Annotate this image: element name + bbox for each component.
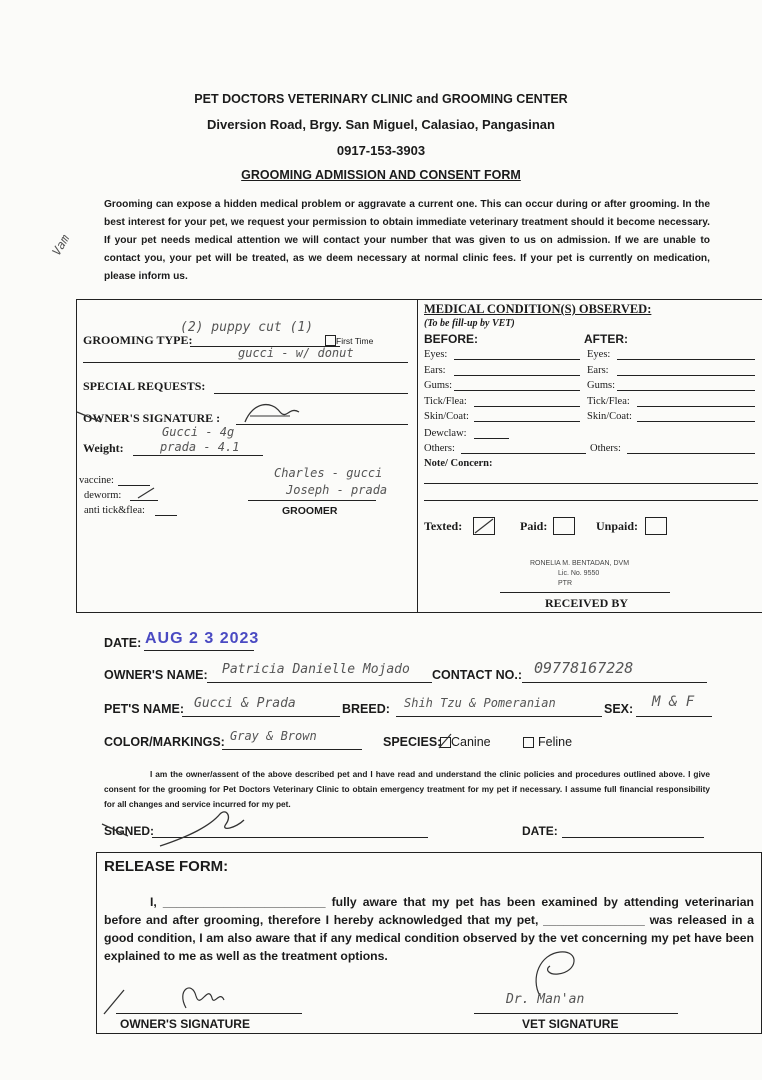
contact-label: CONTACT NO.: — [432, 668, 523, 682]
grooming-type-label: GROOMING TYPE: — [83, 333, 193, 347]
vet-signature-field[interactable] — [474, 1013, 678, 1014]
medical-field-line-before[interactable] — [454, 375, 580, 376]
others-before-label: Others: — [424, 443, 455, 454]
sex-value: M & F — [652, 694, 695, 710]
groomer-2: Joseph - prada — [286, 483, 388, 497]
texted-checkbox[interactable] — [473, 517, 495, 535]
medical-field-label-after: Eyes: — [587, 349, 611, 360]
medical-field-label-before: Ears: — [424, 364, 446, 376]
feline-checkbox[interactable] — [523, 737, 534, 748]
before-label: BEFORE: — [424, 332, 478, 346]
species-label: SPECIES: — [383, 735, 442, 749]
owner-name-label: OWNER'S NAME: — [104, 668, 208, 682]
others-after-field[interactable] — [627, 453, 755, 454]
groomer-1: Charles - gucci — [274, 466, 383, 480]
others-before-field[interactable] — [461, 453, 586, 454]
medical-field-line-after[interactable] — [617, 375, 755, 376]
vet-stamp-ptr: PTR — [558, 580, 572, 587]
weight-prada: prada - 4.1 — [160, 440, 240, 454]
pet-name-value: Gucci & Prada — [194, 696, 296, 711]
medical-field-line-before[interactable] — [454, 359, 580, 360]
vet-signature-value: Dr. Man'an — [506, 992, 585, 1007]
breed-value: Shih Tzu & Pomeranian — [404, 696, 556, 710]
vet-signature-label: VET SIGNATURE — [522, 1017, 619, 1031]
medical-field-line-after[interactable] — [617, 390, 755, 391]
clinic-phone: 0917-153-3903 — [336, 143, 426, 158]
note-concern-label: Note/ Concern: — [424, 458, 493, 469]
special-requests-label: SPECIAL REQUESTS: — [83, 379, 206, 393]
clinic-address: Diversion Road, Brgy. San Miguel, Calasiao, Pangasinan — [207, 117, 555, 132]
medical-subtitle: (To be fill-up by VET) — [424, 318, 515, 329]
after-label: AFTER: — [584, 332, 628, 346]
unpaid-label: Unpaid: — [596, 519, 639, 533]
anti-tick-flea-label: anti tick&flea: — [84, 505, 145, 516]
texted-label: Texted: — [424, 519, 463, 533]
special-requests-field[interactable] — [214, 393, 408, 394]
medical-field-label-before: Skin/Coat: — [424, 411, 469, 422]
owner-release-signature — [100, 980, 240, 1020]
weight-label: Weight: — [83, 441, 124, 455]
consent-paragraph: I am the owner/assent of the above described pet and I have read and understand the clinic policies and procedures outlined above. I give consent for the grooming for Pet Doctors Veterinary Clinic to obtain emergency treatment for my pet if necessary. I assume full financial responsibility for all changes and service incurred for my pet. — [104, 769, 710, 809]
vet-stamp-lic: Lic. No. 9550 — [558, 570, 600, 577]
canine-label: Canine — [451, 735, 491, 749]
grooming-type-value: (2) puppy cut (1) — [180, 320, 314, 335]
column-divider — [417, 299, 418, 612]
medical-field-line-before[interactable] — [454, 390, 580, 391]
deworm-check-mark — [136, 486, 156, 500]
paid-checkbox[interactable] — [553, 517, 575, 535]
medical-field-label-after: Gums: — [587, 380, 616, 391]
color-markings-value: Gray & Brown — [230, 729, 317, 743]
owner-name-value: Patricia Danielle Mojado — [222, 662, 410, 677]
grooming-type-value-2: gucci - w/ donut — [238, 346, 354, 360]
medical-title: MEDICAL CONDITION(S) OBSERVED: — [424, 302, 652, 316]
medical-field-label-after: Tick/Flea: — [587, 395, 630, 407]
form-title: GROOMING ADMISSION AND CONSENT FORM — [241, 168, 521, 182]
breed-label: BREED: — [342, 702, 390, 716]
others-after-label: Others: — [590, 443, 621, 454]
medical-field-line-after[interactable] — [637, 406, 755, 407]
unpaid-checkbox[interactable] — [645, 517, 667, 535]
medical-field-label-after: Ears: — [587, 364, 609, 376]
paid-label: Paid: — [520, 519, 548, 533]
medical-field-line-after[interactable] — [617, 359, 755, 360]
deworm-label: deworm: — [84, 490, 122, 501]
first-time-checkbox[interactable] — [325, 335, 336, 346]
intro-paragraph: Grooming can expose a hidden medical problem or aggravate a current one. This can occur during or after grooming. In the best interest for your pet, we request your permission to obtain immediate veterinary treatment should it become necessary. If your pet needs medical attention we will contact your number that was given to us on admission. If we are unable to contact you, your pet will be treated, as we deem necessary at normal clinic fees. If your pet is currently on medication, please inform us. — [104, 199, 710, 282]
release-title: RELEASE FORM: — [104, 858, 229, 875]
contact-value: 09778167228 — [534, 659, 634, 677]
margin-note: Vam — [49, 232, 73, 258]
medical-field-label-after: Skin/Coat: — [587, 411, 632, 422]
pet-name-label: PET'S NAME: — [104, 702, 185, 716]
sex-label: SEX: — [604, 702, 634, 716]
groomer-label: GROOMER — [282, 505, 338, 517]
medical-field-label-before: Eyes: — [424, 349, 448, 360]
dewclaw-label: Dewclaw: — [424, 428, 467, 439]
note-line-1[interactable] — [424, 483, 758, 484]
signed-label: SIGNED: — [104, 824, 155, 838]
medical-field-line-before[interactable] — [474, 406, 580, 407]
first-time-label: First Time — [336, 336, 374, 346]
feline-label: Feline — [538, 735, 573, 749]
clinic-name: PET DOCTORS VETERINARY CLINIC and GROOMING CENTER — [194, 92, 568, 106]
release-paragraph: I, ________________________ fully aware that my pet has been examined by attending veterinarian before and after grooming, therefore I hereby acknowledged that my pet, _______________ was released in a good condition, I am also aware that if any medical condition observed by the vet concerning my pet have been explained to me as well as the treatment options. — [104, 895, 754, 963]
signed-date-field[interactable] — [562, 837, 704, 838]
signed-date-label: DATE: — [522, 824, 558, 838]
owner-signature-label: OWNER'S SIGNATURE — [120, 1017, 250, 1031]
medical-field-label-before: Tick/Flea: — [424, 395, 467, 407]
received-by-label: RECEIVED BY — [545, 596, 629, 610]
owner-signature-label: OWNER'S SIGNATURE : — [83, 411, 221, 425]
color-markings-label: COLOR/MARKINGS: — [104, 735, 225, 749]
signed-signature-scribble — [100, 806, 260, 850]
medical-field-line-after[interactable] — [637, 421, 755, 422]
vet-stamp-name: RONELIA M. BENTADAN, DVM — [530, 560, 630, 567]
vet-signature-loop — [520, 948, 590, 998]
vaccine-label: vaccine: — [79, 475, 114, 486]
weight-gucci: Gucci - 4g — [162, 425, 235, 439]
date-label: DATE: — [104, 636, 142, 650]
dewclaw-field[interactable] — [474, 438, 509, 439]
medical-field-line-before[interactable] — [474, 421, 580, 422]
note-line-2[interactable] — [424, 500, 758, 501]
date-value: AUG 2 3 2023 — [145, 630, 260, 647]
medical-field-label-before: Gums: — [424, 380, 453, 391]
